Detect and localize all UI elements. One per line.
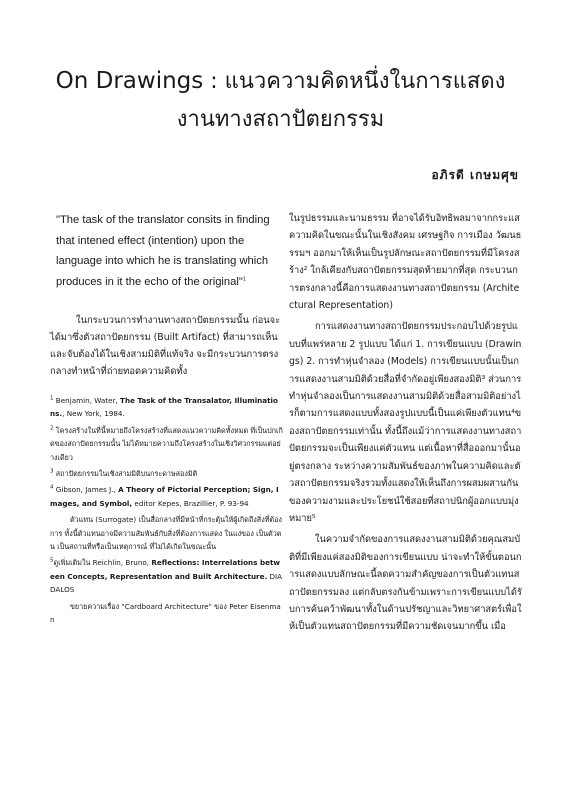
body-paragraph: ในรูปธรรมและนามธรรม ที่อาจได้รับอิทธิพลมาจากกระแสความคิดในขณะนั้นในเชิงสังคม เศรษฐกิจ การเมือง วัฒนธรรมฯ ออกมาให้เห็นเป็นรูปลักษณะสถาปัตยกรรมที่มีโครงสร้าง² ใกล้เคียงกับสถาปัตยกรรมสุดท้ายมากที่สุด กระบวนการตรงกลางนี้คือการแสดงงานทางสถาปัตยกรรม (Architectural Representation): [289, 213, 522, 312]
footnote-text: สถาปัตยกรรมในเชิงสามมิติบนกระดาษสองมิติ: [55, 469, 198, 479]
footnote-number: 1: [50, 395, 54, 402]
title-line-1: [0, 62, 561, 101]
footnote-text: โครงสร้างในที่นี้หมายถึงโครงสร้างที่แสดงแนวความคิดทั้งหมด ที่เป็นปกเกิดของสถาปัตยกรรมนั้น ไม่ได้หมายความถึงโครงสร้างในเชิงวิศวกรรมแต่อย่างเดียว: [50, 425, 283, 462]
footnote-4: [50, 483, 283, 510]
footnote-text: ตัวแทน (Surrogate) เป็นสื่อกลางที่มีหน้าที่กระตุ้นให้ผู้เกิดถึงสิ่งที่ต้องการ ทั้งนี้ตัวแทนอาจมีความสัมพันธ์กับสิ่งที่ต้องการแสดง ในแง่ของ เป็นตัวตน เป็นสถานที่หรือเป็นเหตุการณ์ ที่ไม่ได้เกิดในขณะนั้น: [50, 515, 282, 552]
footnote-5-continued: [50, 600, 283, 627]
footnote-rest: DIADALOS: [50, 571, 283, 595]
title-line-2: งานทางสถาปัตยกรรม: [176, 107, 385, 132]
author-name: อภิรดี เกษมศุข: [431, 168, 519, 182]
right-column: [289, 210, 522, 636]
footnote-1: [50, 394, 283, 421]
footnote-title: The Task of the Transalator, Illuminations.: [50, 396, 278, 419]
footnote-number: 5: [50, 558, 54, 565]
footnote-text: ดูเพิ่มเติมใน Reichlin, Bruno,: [53, 558, 152, 568]
footnote-number: 3: [50, 468, 54, 475]
footnote-number: 2: [50, 425, 54, 432]
body-paragraph: การแสดงงานทางสถาปัตยกรรมประกอบไปด้วยรูปแบบที่แพร่หลาย 2 รูปแบบ ได้แก่ 1. การเขียนแบบ (Drawings) 2. การทำหุ่นจำลอง (Models) การเขียนแบบนั้นเป็นการแสดงงานสามมิติด้วยสื่อที่จำกัดอยู่เพียงสองมิติ³ ส่วนการทำหุ่นจำลองเป็นการแสดงงานสามมิติด้วยสื่อสามมิติอย่างไรก็ตามการแสดงแบบทั้งสองรูปแบบนี้เป็นแค่เพียงตัวแทน⁴ของสถาปัตยกรรมเท่านั้น ทั้งนี้ถึงแม้ว่าการแสดงงานทางสถาปัตยกรรมจะเป็นเพียงแค่ตัวแทน แต่เนื้อหาที่สื่อออกมานั้นอยู่ตรงกลาง ระหว่างความสัมพันธ์ของภาพในความคิดและตัวสถาปัตยกรรมจริงรวมทั้งแสดงให้เห็นถึงการผสมผสานกันของความงามและประโยชน์ใช้สอยที่สถาปนิกผู้ออกแบบมุ่งหมาย⁵: [289, 321, 522, 524]
footnote-text: Gibson, James J.,: [55, 485, 119, 495]
epigraph-quote: [50, 210, 283, 292]
epigraph-ref: 1: [242, 275, 246, 282]
footnote-2: [50, 424, 283, 464]
footnote-title: Reflections: Interrelations between Concepts, Representation and Built Architecture.: [50, 558, 281, 581]
body-paragraph: ในความจำกัดของการแสดงงานสามมิติด้วยคุณสมบัติที่มีเพียงแค่สองมิติของการเขียนแบบ น่าจะทำให้ขั้นตอนการแสดงแบบลักษณะนี้ลดความสำคัญของการเป็นตัวแทนสถาปัตยกรรมลง แต่กลับตรงกันข้ามเพราะการเขียนแบบได้รับการค้นคว้าพัฒนาทั้งในด้านปรัชญาและวิทยาศาสตร์เพื่อให้เป็นตัวแทนสถาปัตยกรรมที่มีความชัดเจนมากขึ้น เมื่อ: [289, 534, 522, 633]
title-separator: :: [203, 69, 225, 94]
body-paragraph: ในกระบวนการทำงานทางสถาปัตยกรรมนั้น ก่อนจะได้มาซึ่งตัวสถาปัตยกรรม (Built Artifact) ที่สามารถเห็นและจับต้องได้ในเชิงสามมิติที่แท้จริง จะมีกระบวนการตรงกลางทำหน้าที่ถ่ายทอดความคิดทั้ง: [50, 315, 281, 377]
footnote-title: A Theory of Pictorial Perception; Sign, Images, and Symbol,: [50, 485, 279, 508]
title-thai: แนวความคิดหนึ่งในการแสดง: [224, 69, 506, 94]
footnote-text: Benjamin, Water,: [55, 396, 121, 405]
footnote-5: [50, 556, 283, 596]
footnote-rest: , New York, 1984.: [62, 409, 125, 419]
epigraph-text: "The task of the translator consits in finding that intened effect (intention) upon the language into which he is translating which produces in it the echo of the original": [56, 214, 270, 288]
left-column: [50, 210, 283, 630]
footnote-text: ขยายความเรื่อง "Cardboard Architecture" ของ Peter Eisenman: [50, 601, 281, 625]
footnote-number: 4: [50, 485, 54, 492]
title-english: On Drawings: [55, 68, 204, 94]
article-title: [0, 62, 561, 139]
footnotes: [50, 394, 283, 627]
footnote-3: [50, 467, 283, 480]
footnote-rest: editor Kepes, Brazillier, P. 93-94: [132, 498, 249, 508]
footnote-4-continued: [50, 513, 283, 553]
